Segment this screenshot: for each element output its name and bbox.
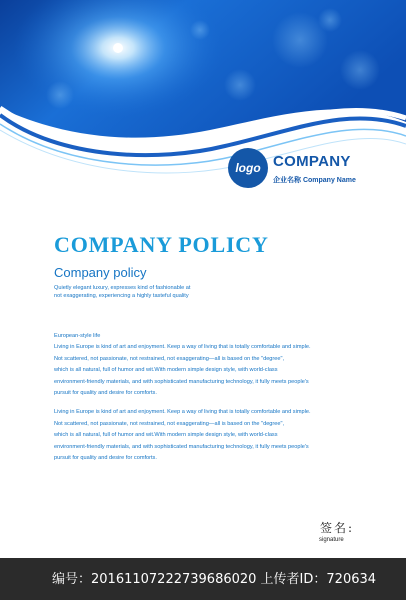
company-subtitle: 企业名称 Company Name xyxy=(273,177,356,184)
tagline-line: Quietly elegant luxury, expresses kind of fashionable at xyxy=(54,285,191,291)
section-label: European-style life xyxy=(54,333,101,339)
paragraph-line: Living in Europe is kind of art and enjoyment. Keep a way of living that is totally comfortable and simple. xyxy=(54,409,311,415)
paragraph-line: which is all natural, full of humor and wit.With modern simple design style, with world-class xyxy=(54,367,278,374)
paragraph-line: Living in Europe is kind of art and enjoyment. Keep a way of living that is totally comfortable and simple. xyxy=(54,344,311,350)
tagline-line: not exaggerating, experiencing a highly tasteful quality xyxy=(54,292,189,299)
paragraph-line: environment-friendly materials, and with sophisticated manufacturing technology, it fully meets people's xyxy=(54,378,309,385)
paragraph-line: which is all natural, full of humor and wit.With modern simple design style, with world-class xyxy=(54,432,278,439)
paragraph-line: pursuit for quality and desire for comforts. xyxy=(54,390,157,397)
paragraph-line: Not scattered, not passionate, not restrained, not exaggerating—all is based on the "degree", xyxy=(54,355,285,362)
main-title: COMPANY POLICY xyxy=(54,232,269,257)
sub-title: Company policy xyxy=(54,265,147,280)
logo-badge: logo xyxy=(228,148,268,188)
tagline xyxy=(54,285,254,300)
signature-label-cn: 签名: xyxy=(320,521,355,535)
paragraph-line: Not scattered, not passionate, not restrained, not exaggerating—all is based on the "degree", xyxy=(54,420,285,427)
body-paragraph xyxy=(54,342,374,400)
paragraph-line: environment-friendly materials, and with sophisticated manufacturing technology, it fully meets people's xyxy=(54,443,309,450)
footer-id-text: 编号：20161107222739686020 上传者ID：720634 xyxy=(52,572,377,587)
body-paragraph xyxy=(54,407,374,465)
paragraph-line: pursuit for quality and desire for comforts. xyxy=(54,455,157,462)
company-name: COMPANY xyxy=(273,153,351,170)
company-logo-block xyxy=(228,148,398,192)
signature-label-en: signature xyxy=(319,537,344,543)
